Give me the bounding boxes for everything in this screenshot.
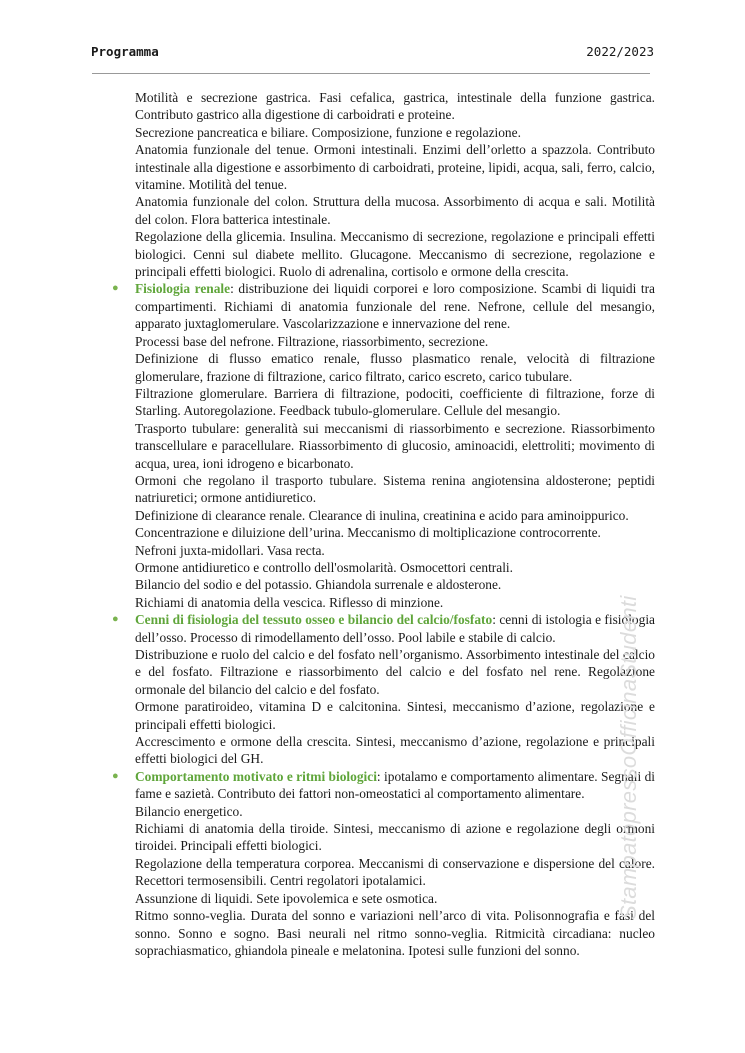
page-header bbox=[91, 44, 654, 62]
section-bone-calcium bbox=[112, 611, 655, 768]
section-renal bbox=[112, 280, 655, 611]
paragraph: Ormone antidiuretico e controllo dell'osmolarità. Osmocettori centrali. bbox=[135, 559, 513, 575]
bullet-icon: ● bbox=[112, 769, 119, 782]
paragraph: Assunzione di liquidi. Sete ipovolemica e sete osmotica. bbox=[135, 890, 438, 906]
section-title-behavior: Comportamento motivato e ritmi biologici bbox=[135, 768, 377, 784]
paragraph-small-intestine: Anatomia funzionale del tenue. Ormoni intestinali. Enzimi dell’orletto a spazzola. Contributo intestinale alla digestione e assorbimento di carboidrati, proteine, lipidi, acqua, sali, ferro, calcio, vitamine. Motilità del tenue. bbox=[135, 142, 655, 193]
paragraph: Trasporto tubulare: generalità sui meccanismi di riassorbimento e secrezione. Riassorbimento transcellulare e paracellulare. Riassorbimento di glucosio, aminoacidi, elettroliti; movimento di acqua, urea, ioni idrogeno e bicarbonato. bbox=[135, 420, 655, 471]
paragraph: Filtrazione glomerulare. Barriera di filtrazione, podociti, coefficiente di filtrazione, forze di Starling. Autoregolazione. Feedback tubulo-glomerulare. Cellule del mesangio. bbox=[135, 385, 655, 419]
header-year: 2022/2023 bbox=[586, 44, 654, 59]
header-title: Programma bbox=[91, 44, 159, 59]
bullet-icon: ● bbox=[112, 613, 119, 626]
paragraph: Concentrazione e diluizione dell’urina. Meccanismo di moltiplicazione controcorrente. bbox=[135, 525, 601, 541]
paragraph: Accrescimento e ormone della crescita. Sintesi, meccanismo d’azione, regolazione e principali effetti biologici del GH. bbox=[135, 734, 655, 767]
paragraph: Ritmo sonno-veglia. Durata del sonno e variazioni nell’arco di vita. Polisonnografia e fasi del sonno. Sonno e sogno. Basi neurali nel ritmo sonno-veglia. Ritmicità circadiana: nucleo soprachiasmatico, ghiandola pineale e melatonina. Ipotesi sulle funzioni del sonno. bbox=[135, 908, 655, 958]
paragraph: Richiami di anatomia della tiroide. Sintesi, meccanismo di azione e regolazione degli ormoni tiroidei. Principali effetti biologici. bbox=[135, 821, 655, 854]
paragraph-glycemia: Regolazione della glicemia. Insulina. Meccanismo di secrezione, regolazione e principali effetti biologici. Cenni sul diabete mellito. Glucagone. Meccanismo di secrezione, regolazione e principali effetti biologici. Ruolo di adrenalina, cortisolo e ormone della crescita. bbox=[135, 229, 655, 280]
paragraph: Definizione di flusso ematico renale, flusso plasmatico renale, velocità di filtrazione glomerulare, frazione di filtrazione, carico filtrato, carico escreto, carico tubulare. bbox=[135, 351, 655, 384]
paragraph-colon: Anatomia funzionale del colon. Struttura della mucosa. Assorbimento di acqua e sali. Motilità del colon. Flora batterica intestinale. bbox=[135, 194, 655, 227]
section-text: : ipotalamo e comportamento alimentare. Segnali di fame e sazietà. Contributo dei fattori non-omeostatici al comportamento alimentare. bbox=[135, 768, 655, 802]
paragraph: Ormone paratiroideo, vitamina D e calcitonina. Sintesi, meccanismo d’azione, regolazione e principali effetti biologici. bbox=[135, 699, 655, 732]
paragraph: Regolazione della temperatura corporea. Meccanismi di conservazione e dispersione del calore. Recettori termosensibili. Centri regolatori ipotalamici. bbox=[135, 855, 655, 889]
paragraph: Richiami di anatomia della vescica. Riflesso di minzione. bbox=[135, 594, 444, 610]
paragraph: Ormoni che regolano il trasporto tubulare. Sistema renina angiotensina aldosterone; peptidi natriuretici; ormone antidiuretico. bbox=[135, 472, 655, 506]
header-divider bbox=[92, 73, 650, 74]
watermark: StampatopressoOfficinaStudenti bbox=[616, 595, 641, 920]
paragraph-pancreatic: Secrezione pancreatica e biliare. Composizione, funzione e regolazione. bbox=[135, 124, 521, 140]
paragraph: Processi base del nefrone. Filtrazione, riassorbimento, secrezione. bbox=[135, 333, 489, 349]
paragraph: Bilancio del sodio e del potassio. Ghiandola surrenale e aldosterone. bbox=[135, 577, 502, 593]
bullet-icon: ● bbox=[112, 282, 119, 295]
section-text: : cenni di istologia e fisiologia dell’osso. Processo di rimodellamento dell’osso. Pool labile e stabile di calcio. bbox=[135, 612, 655, 645]
section-behavior-rhythms bbox=[112, 768, 655, 959]
document-body bbox=[112, 89, 655, 959]
paragraph: Nefroni juxta-midollari. Vasa recta. bbox=[135, 542, 325, 558]
section-title-bone: Cenni di fisiologia del tessuto osseo e bilancio del calcio/fosfato bbox=[135, 612, 493, 628]
paragraph: Bilancio energetico. bbox=[135, 803, 243, 819]
section-title-renal: Fisiologia renale bbox=[135, 281, 231, 297]
paragraph-gastric: Motilità e secrezione gastrica. Fasi cefalica, gastrica, intestinale della funzione gastrica. Contributo gastrico alla digestione di carboidrati e proteine. bbox=[135, 90, 655, 123]
section-text: : distribuzione dei liquidi corporei e loro composizione. Scambi di liquidi tra compartimenti. Richiami di anatomia funzionale del rene. Nefrone, cellule del mesangio, apparato juxtaglomerulare. Vascolarizzazione e innervazione del rene. bbox=[135, 281, 655, 332]
paragraph: Distribuzione e ruolo del calcio e del fosfato nell’organismo. Assorbimento intestinale del calcio e del fosfato. Filtrazione e riassorbimento del calcio e del fosfato nel rene. Regolazione ormonale del bilancio del calcio e del fosfato. bbox=[135, 647, 655, 697]
paragraph: Definizione di clearance renale. Clearance di inulina, creatinina e acido para aminoippurico. bbox=[135, 507, 629, 523]
